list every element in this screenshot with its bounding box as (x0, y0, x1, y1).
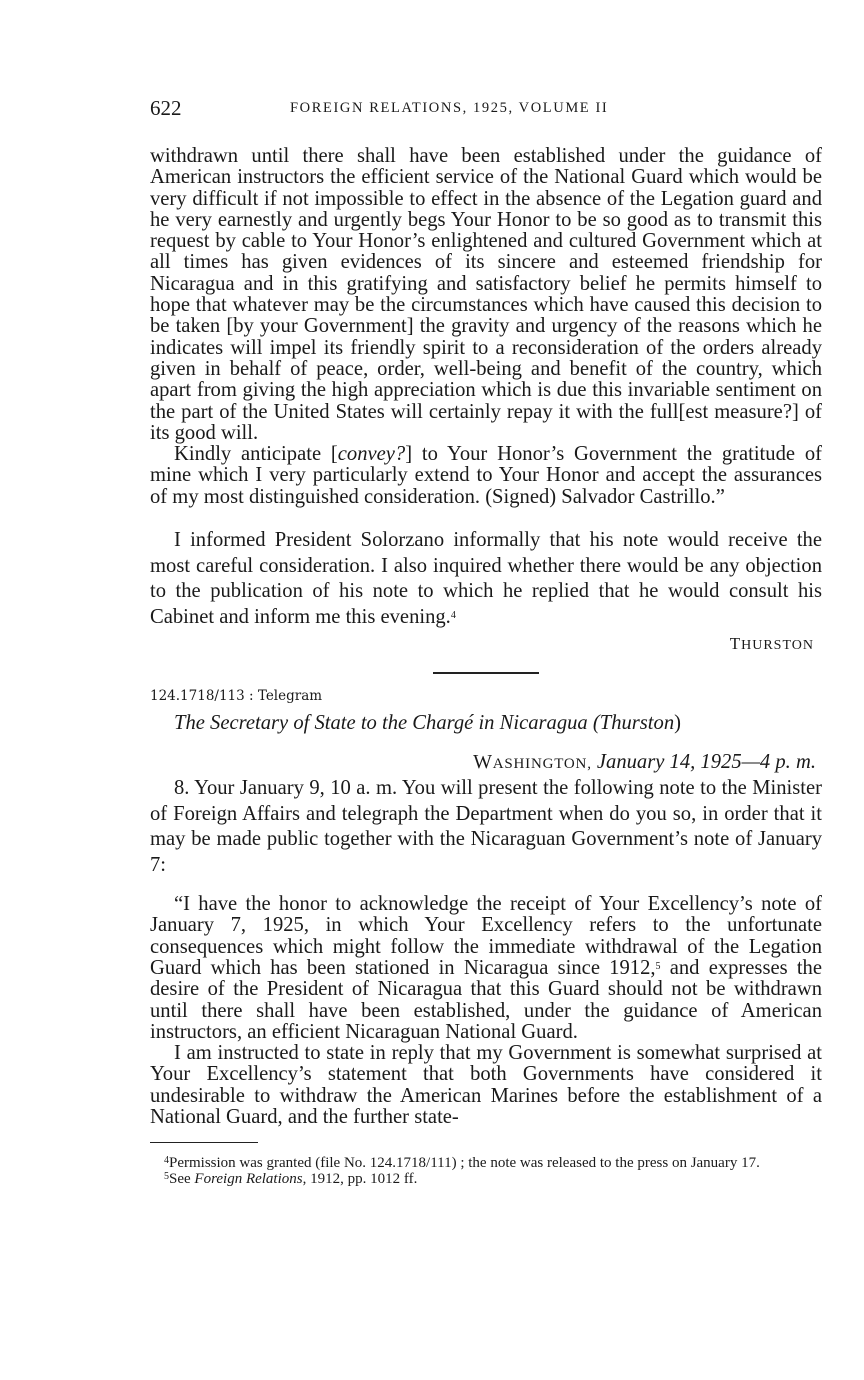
quoted-note-paragraph: withdrawn until there shall have been established under the guidance of American instructors the efficient service of the National Guard which would be very difficult if not impossible to effect in the absence of the Legation guard and he very earnestly and urgently begs Your Honor to be so good as to transmit this request by cable to Your Honor’s enlightened and cultured Government which at all times has given evidences of its sincere and esteemed friendship for Nicaragua and in this gratifying and satisfactory belief he permits himself to hope that whatever may be the circumstances which have caused this decision to be taken [by your Government] the gravity and urgency of the reasons which he indicates will impel its friendly spirit to a reconsideration of the orders already given in behalf of peace, order, well-being and benefit of the country, which apart from giving the high appreciation which is due this invariable sentiment on the part of the United States will certainly repay it with the full[est measure?] of its good will. (150, 145, 822, 444)
footnote-ref-5: 5 (655, 960, 661, 972)
document-page (150, 96, 822, 1187)
letter-1-text-end: and expresses the desire of the President of Nicaragua that this Guard should not be withdrawn until there shall have been established, under the guidance of American instructors, an efficient Nicaraguan National Guard. (150, 956, 822, 1043)
signature-rest: HURSTON (741, 638, 814, 654)
closing-italic-word: convey? (337, 443, 406, 466)
heading-name: Thurston (599, 712, 675, 735)
informed-paragraph (150, 528, 822, 630)
informed-text: I informed President Solorzano informally that his note would receive the most careful consideration. I also inquired whether there would be any objection to the publication of his note to which he replied that he would consult his Cabinet and inform me this evening. (150, 529, 822, 628)
closing-text-start: Kindly anticipate [ (174, 443, 338, 466)
dateline-date: January 14, 1925—4 p. m. (596, 751, 816, 774)
signature-initial: T (729, 634, 742, 654)
footnote-rule (150, 1142, 258, 1143)
closing-text-end: ] to Your Honor’s Government the gratitude of mine which I very particularly extend to Your Honor and accept the assurances of my most distinguished consideration. (Signed) Salvador Castrillo.” (150, 443, 823, 508)
footnote-5 (150, 1171, 822, 1187)
dateline-city-initial: W (473, 751, 493, 774)
letter-paragraph-1 (150, 894, 822, 1043)
heading-suffix: ) (674, 712, 681, 735)
section-divider (433, 672, 539, 674)
dateline-city (473, 751, 592, 774)
running-header (150, 96, 822, 126)
footnote-4-text: Permission was granted (file No. 124.1718/111) ; the note was released to the press on January 17. (169, 1155, 760, 1172)
file-reference: 124.1718/113 : Telegram (150, 688, 323, 705)
footnotes (150, 1155, 822, 1187)
page-number: 622 (150, 96, 182, 120)
signature (150, 634, 822, 654)
running-title: FOREIGN RELATIONS, 1925, VOLUME II (290, 100, 609, 116)
footnote-5-italic-title: Foreign Relations (194, 1171, 303, 1188)
dateline-city-rest: ASHINGTON, (492, 756, 592, 773)
document-heading (150, 712, 822, 735)
footnote-marker-4: 4 (164, 1155, 169, 1167)
footnote-ref-4: 4 (450, 609, 456, 621)
heading-prefix: The Secretary of State to the Chargé in Nicaragua ( (174, 712, 600, 735)
footnote-5-text-end: , 1912, pp. 1012 ff. (302, 1171, 418, 1188)
dateline (150, 751, 822, 774)
footnote-5-text-start: See (169, 1171, 195, 1188)
quoted-note-closing (150, 444, 822, 508)
letter-1-text-start: “I have the honor to acknowledge the receipt of Your Excellency’s note of January 7, 1925, in which Your Excellency refers to the unfortunate consequences which might follow the immediate withdrawal of the Legation Guard which has been stationed in Nicaragua since 1912, (150, 893, 822, 979)
footnote-4 (150, 1155, 822, 1171)
letter-paragraph-2: I am instructed to state in reply that my Government is somewhat surprised at Your Excellency’s statement that both Governments have considered it undesirable to withdraw the American Marines before the establishment of a National Guard, and the further state- (150, 1042, 822, 1129)
footnote-marker-5: 5 (164, 1171, 169, 1183)
telegram-paragraph: 8. Your January 9, 10 a. m. You will present the following note to the Minister of Foreign Affairs and telegraph the Department when do you so, in order that it may be made public together with the Nicaraguan Government’s note of January 7: (150, 777, 822, 876)
